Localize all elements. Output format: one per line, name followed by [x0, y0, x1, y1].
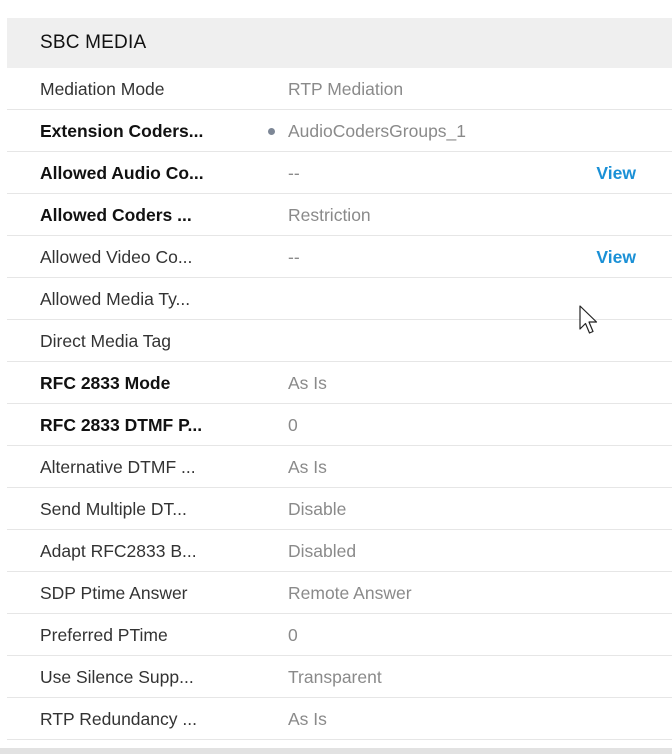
- row-label: RFC 2833 DTMF P...: [40, 415, 203, 435]
- row-label: RFC 2833 Mode: [40, 373, 171, 393]
- row-label: Adapt RFC2833 B...: [40, 541, 197, 561]
- row-value: Disable: [288, 499, 347, 519]
- bullet-dot-icon: [268, 128, 275, 135]
- row-value: As Is: [288, 457, 327, 477]
- row-label: Send Multiple DT...: [40, 499, 187, 519]
- row-label: Mediation Mode: [40, 79, 165, 99]
- row-allowed-media-types: [7, 278, 672, 320]
- row-send-multiple-dtmf: [7, 488, 672, 530]
- row-rtp-redundancy: [7, 698, 672, 740]
- row-rfc2833-mode: [7, 362, 672, 404]
- row-preferred-ptime: [7, 614, 672, 656]
- row-label: Allowed Coders ...: [40, 205, 192, 225]
- sbc-media-panel: [7, 18, 672, 754]
- row-allowed-video-coders: [7, 236, 672, 278]
- row-alternative-dtmf: [7, 446, 672, 488]
- row-label: Allowed Video Co...: [40, 247, 193, 267]
- mouse-pointer-icon: [579, 305, 599, 335]
- row-label: Use Silence Supp...: [40, 667, 194, 687]
- row-adapt-rfc2833: [7, 530, 672, 572]
- row-value: As Is: [288, 709, 327, 729]
- row-label: Extension Coders...: [40, 121, 204, 141]
- row-value: Remote Answer: [288, 583, 412, 603]
- row-label: Direct Media Tag: [40, 331, 171, 351]
- row-label: Preferred PTime: [40, 625, 168, 645]
- row-value: Transparent: [288, 667, 382, 687]
- section-title: SBC MEDIA: [40, 32, 147, 53]
- row-value: Disabled: [288, 541, 357, 561]
- property-list: [7, 68, 672, 740]
- row-allowed-audio-coders: [7, 152, 672, 194]
- row-value: As Is: [288, 373, 327, 393]
- row-label: SDP Ptime Answer: [40, 583, 188, 603]
- row-value: --: [288, 247, 300, 267]
- row-value: --: [288, 163, 300, 183]
- row-value: 0: [288, 625, 298, 645]
- row-rfc2833-dtmf-payload: [7, 404, 672, 446]
- row-extension-coders: [7, 110, 672, 152]
- row-label: Alternative DTMF ...: [40, 457, 196, 477]
- row-use-silence-suppression: [7, 656, 672, 698]
- row-mediation-mode: [7, 68, 672, 110]
- view-video-coders-link[interactable]: View: [596, 247, 636, 267]
- section-header[interactable]: [7, 18, 672, 68]
- row-value: RTP Mediation: [288, 79, 404, 99]
- bottom-scroll-edge: [0, 748, 672, 754]
- row-value: 0: [288, 415, 298, 435]
- view-audio-coders-link[interactable]: View: [596, 163, 636, 183]
- row-label: Allowed Media Ty...: [40, 289, 191, 309]
- row-value: AudioCodersGroups_1: [288, 121, 467, 141]
- row-sdp-ptime-answer: [7, 572, 672, 614]
- row-direct-media-tag: [7, 320, 672, 362]
- row-value: Restriction: [288, 205, 371, 225]
- row-label: RTP Redundancy ...: [40, 709, 197, 729]
- row-allowed-coders-mode: [7, 194, 672, 236]
- row-label: Allowed Audio Co...: [40, 163, 204, 183]
